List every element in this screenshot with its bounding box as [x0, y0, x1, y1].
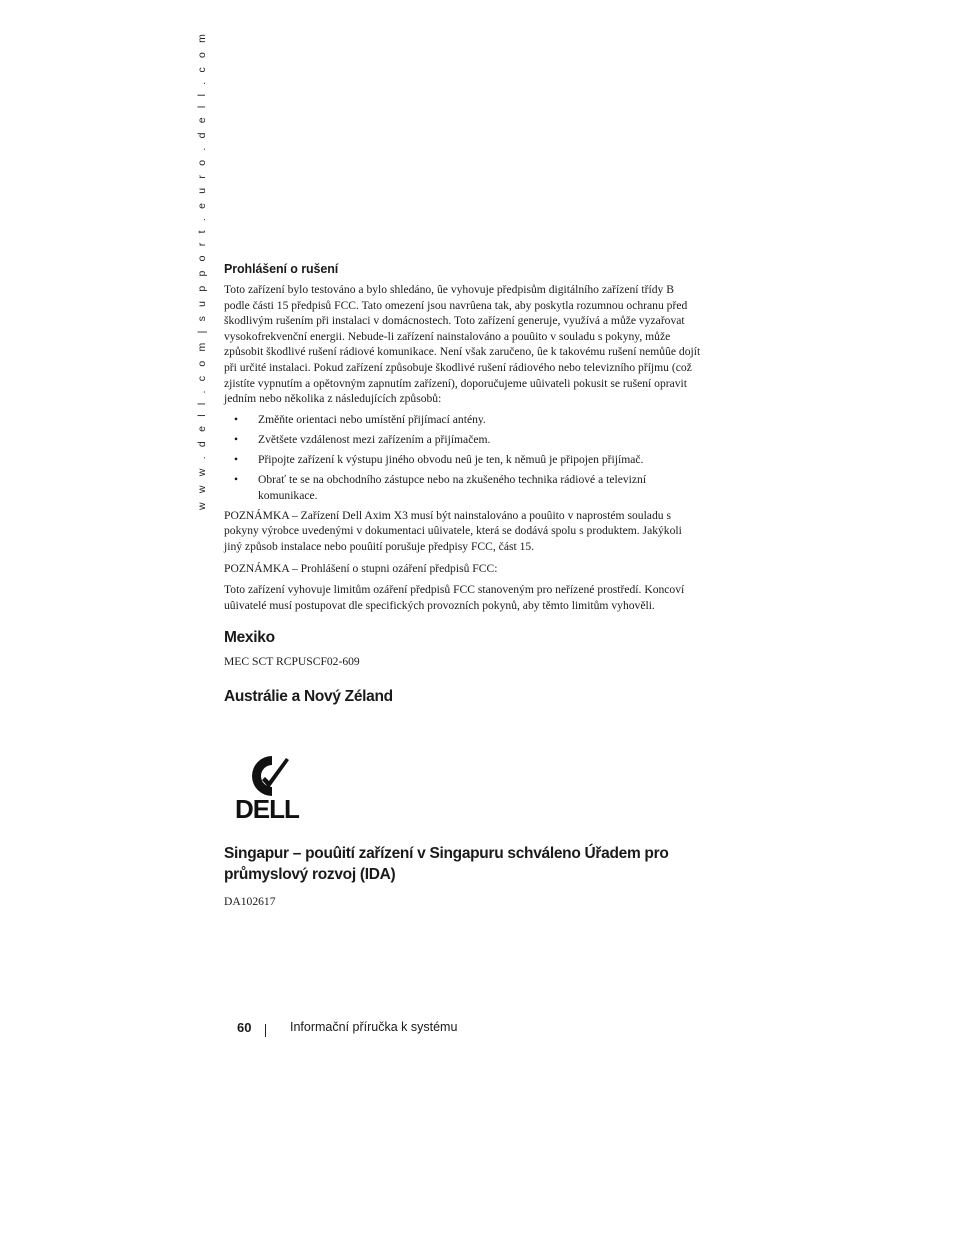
page-footer [0, 1020, 954, 1040]
bullet-icon: • [234, 473, 239, 487]
bullet-icon: • [234, 412, 239, 426]
main-content [224, 262, 702, 707]
note-installation: POZNÁMKA – Zařízení Dell Axim X3 musí být nainstalováno a pouûito v naprostém souladu s pokyny výrobce uvedenými v dokumentaci uûivatele, která se dodává spolu s produktem. Jakýkoli jiný způsob instalace nebo pouûití porušuje předpisy FCC, část 15. [224, 508, 682, 553]
dell-logo-text: DELL [235, 794, 299, 822]
mexico-code: MEC SCT RCPUSCF02-609 [224, 655, 360, 669]
bullet-icon: • [234, 432, 239, 446]
list-item: • Obrať te se na obchodního zástupce nebo na zkušeného technika rádiové a televizní komunikace. [234, 473, 647, 502]
exposure-paragraph: Toto zařízení vyhovuje limitům ozáření předpisů FCC stanoveným pro neřízené prostředí. Koncoví uûivatelé musí postupovat dle specifických provozních pokynů, aby těmto limitům vyhověli. [224, 583, 685, 612]
list-item: • Změňte orientaci nebo umístění přijímací antény. [234, 412, 486, 426]
footer-title: Informační příručka k systému [290, 1020, 458, 1034]
note-exposure-heading: POZNÁMKA – Prohlášení o stupni ozáření předpisů FCC: [224, 561, 498, 575]
list-item: • Připojte zařízení k výstupu jiného obvodu neû je ten, k němuû je připojen přijímač. [234, 452, 644, 466]
c-tick-dell-logo-icon [234, 752, 316, 822]
page-number: 60 [237, 1020, 252, 1035]
list-item: • Zvětšete vzdálenost mezi zařízením a přijímačem. [234, 432, 491, 446]
interference-paragraph: Toto zařízení bylo testováno a bylo shledáno, ûe vyhovuje předpisům digitálního zařízení třídy B podle části 15 předpisů FCC. Tato omezení jsou navrûena tak, aby poskytla rozumnou ochranu před škodlivým rušením při instalaci v domácnostech. Toto zařízení generuje, využívá a může vyzařovat vysokofrekvenční energii. Nebude-li zařízení nainstalováno a pouûito v souladu s pokyny, může způsobit škodlivé rušení rádiové komunikace. Není však zaručeno, ûe k takovému rušení nemůûe dojít při určité instalaci. Pokud zařízení způsobuje škodlivé rušení rádiového nebo televizního příjmu (což zjistíte vypnutím a opětovným zapnutím zařízení), doporučujeme uûivateli pokusit se rušení opravit jedním nebo několika z následujících způsobů: [224, 283, 701, 406]
sidebar-url: w w w . d e l l . c o m | s u p p o r t . e u r o . d e l l . c o m [196, 30, 208, 510]
singapore-section [224, 843, 694, 916]
singapore-code: DA102617 [224, 895, 276, 908]
interference-heading: Prohlášení o rušení [224, 262, 339, 276]
interference-bullet-list [224, 412, 702, 503]
mexico-heading: Mexiko [224, 629, 275, 647]
footer-divider [265, 1024, 266, 1037]
bullet-icon: • [234, 452, 239, 466]
australia-heading: Austrálie a Nový Zéland [224, 687, 393, 705]
singapore-heading: Singapur – pouûití zařízení v Singapuru schváleno Úřadem pro průmyslový rozvoj (IDA) [224, 845, 669, 883]
